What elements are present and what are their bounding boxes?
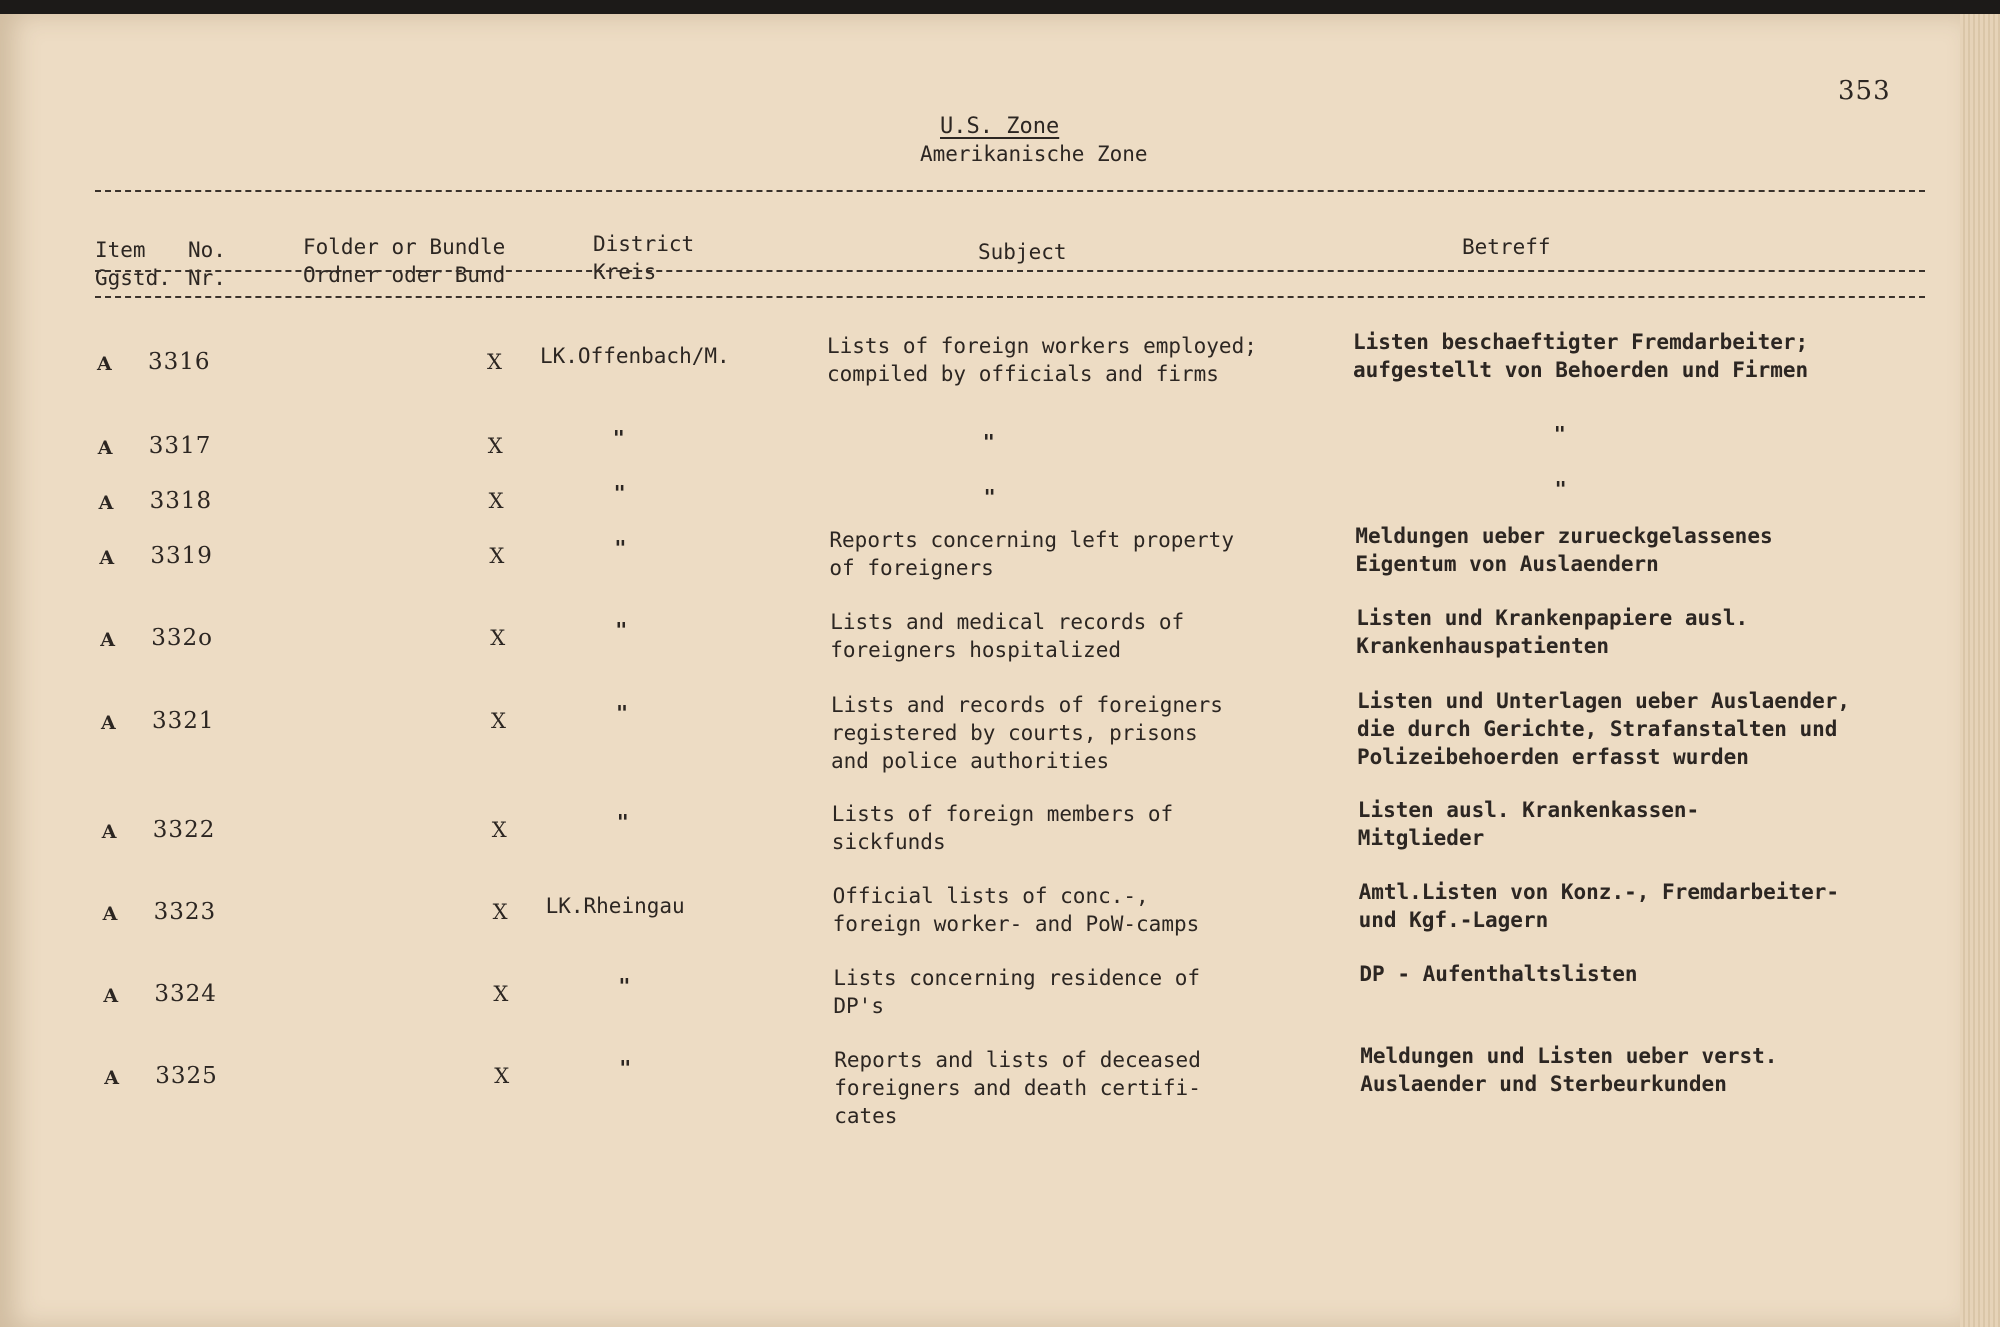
header-top-rule	[95, 190, 1925, 192]
row-item: A	[100, 629, 115, 651]
row-subject-line: Lists of foreign workers employed;	[827, 334, 1257, 358]
row-number: 3324	[154, 981, 217, 1007]
row-item: A	[97, 437, 113, 459]
row-betreff-line: Polizeibehoerden erfasst wurden	[1357, 745, 1749, 769]
row-betreff-line: Listen beschaeftigter Fremdarbeiter;	[1353, 330, 1809, 354]
row-subject-line: compiled by officials and firms	[827, 362, 1219, 386]
header-middle-rule	[95, 270, 1925, 272]
row-number: 3319	[150, 543, 213, 569]
row-number: 3323	[153, 899, 217, 925]
row-subject-line: DP's	[833, 994, 884, 1018]
row-district: LK.Offenbach/M.	[540, 344, 730, 368]
row-item: A	[101, 821, 117, 843]
row-betreff-line: "	[1553, 422, 1566, 446]
header-betreff: Betreff	[1462, 235, 1551, 259]
row-subject-line: foreigners hospitalized	[830, 638, 1121, 662]
row-betreff-line: Krankenhauspatienten	[1356, 634, 1610, 658]
row-item: A	[101, 712, 116, 734]
row-district: "	[614, 536, 627, 560]
row-betreff-line: die durch Gerichte, Strafanstalten und	[1357, 717, 1838, 741]
row-district: "	[616, 701, 629, 725]
row-subject-line: Official lists of conc.-,	[832, 884, 1149, 908]
row-subject-line: cates	[834, 1104, 898, 1128]
row-betreff-line: Eigentum von Auslaendern	[1355, 552, 1659, 576]
row-folder: X	[493, 982, 509, 1006]
row-folder: X	[491, 818, 507, 842]
row-subject-line: Lists and medical records of	[830, 610, 1185, 634]
row-subject-line: Lists of foreign members of	[831, 802, 1174, 826]
row-item: A	[98, 492, 114, 514]
row-folder: X	[488, 489, 504, 513]
page-stack-edge	[1960, 14, 2000, 1327]
row-betreff-line: aufgestellt von Behoerden und Firmen	[1353, 358, 1809, 382]
row-number: 3322	[152, 817, 216, 843]
row-folder: X	[494, 1064, 510, 1088]
row-item: A	[104, 1067, 119, 1089]
document-page	[0, 14, 1960, 1327]
row-betreff-line: Amtl.Listen von Konz.-, Fremdarbeiter-	[1358, 880, 1840, 904]
row-district: "	[613, 481, 626, 505]
row-betreff-line: DP - Aufenthaltslisten	[1359, 962, 1638, 986]
row-district: "	[618, 974, 631, 998]
row-folder: X	[487, 350, 502, 374]
row-subject-line: "	[982, 430, 995, 454]
row-number: 3317	[148, 433, 212, 459]
header-district: District Kreis	[593, 232, 695, 284]
row-subject-line: sickfunds	[831, 830, 946, 854]
row-folder: X	[492, 900, 508, 924]
row-betreff-line: Meldungen und Listen ueber verst.	[1360, 1044, 1778, 1068]
page-number: 353	[1838, 76, 1891, 106]
row-betreff-line: Meldungen ueber zurueckgelassenes	[1355, 524, 1773, 548]
row-subject-line: "	[983, 485, 996, 509]
row-district: "	[612, 426, 625, 450]
row-number: 3316	[148, 349, 211, 375]
row-subject-line: and police authorities	[831, 749, 1110, 773]
page-title: U.S. Zone	[940, 114, 1060, 139]
row-subject-line: registered by courts, prisons	[831, 721, 1198, 745]
row-subject-line: Reports and lists of deceased	[834, 1048, 1201, 1072]
row-number: 3325	[155, 1063, 218, 1089]
header-item: Item Ggstd.	[95, 238, 171, 290]
row-subject-line: of foreigners	[829, 556, 994, 580]
row-folder: X	[491, 709, 506, 733]
row-number: 3321	[152, 708, 215, 734]
row-district: "	[619, 1056, 632, 1080]
header-bottom-rule	[95, 296, 1925, 298]
row-subject-line: foreign worker- and PoW-camps	[832, 912, 1200, 936]
header-no: No. Nr.	[188, 238, 226, 290]
header-folder: Folder or Bundle Ordner oder Bund	[303, 235, 506, 287]
row-betreff-line: Listen und Krankenpapiere ausl.	[1356, 606, 1749, 630]
row-betreff-line: Listen und Unterlagen ueber Auslaender,	[1357, 689, 1851, 713]
page-subtitle: Amerikanische Zone	[920, 142, 1148, 166]
row-district: LK.Rheingau	[545, 894, 685, 918]
row-item: A	[99, 547, 115, 569]
row-district: "	[616, 810, 629, 834]
row-betreff-line: "	[1554, 477, 1567, 501]
row-district: "	[615, 618, 628, 642]
row-item: A	[103, 985, 119, 1007]
row-item: A	[102, 903, 118, 925]
row-item: A	[97, 353, 112, 375]
row-number: 3318	[149, 488, 213, 514]
row-betreff-line: Auslaender und Sterbeurkunden	[1360, 1072, 1727, 1096]
row-betreff-line: Mitglieder	[1357, 826, 1485, 850]
row-subject-line: Reports concerning left property	[829, 528, 1234, 552]
row-folder: X	[487, 434, 503, 458]
row-number: 332o	[151, 625, 213, 651]
row-folder: X	[489, 544, 505, 568]
row-subject-line: Lists and records of foreigners	[831, 693, 1223, 717]
row-betreff-line: und Kgf.-Lagern	[1358, 908, 1549, 932]
row-subject-line: Lists concerning residence of	[833, 966, 1201, 990]
row-folder: X	[490, 626, 506, 650]
header-subject: Subject	[978, 240, 1067, 264]
row-betreff-line: Listen ausl. Krankenkassen-	[1357, 798, 1700, 822]
row-subject-line: foreigners and death certifi-	[834, 1076, 1201, 1100]
